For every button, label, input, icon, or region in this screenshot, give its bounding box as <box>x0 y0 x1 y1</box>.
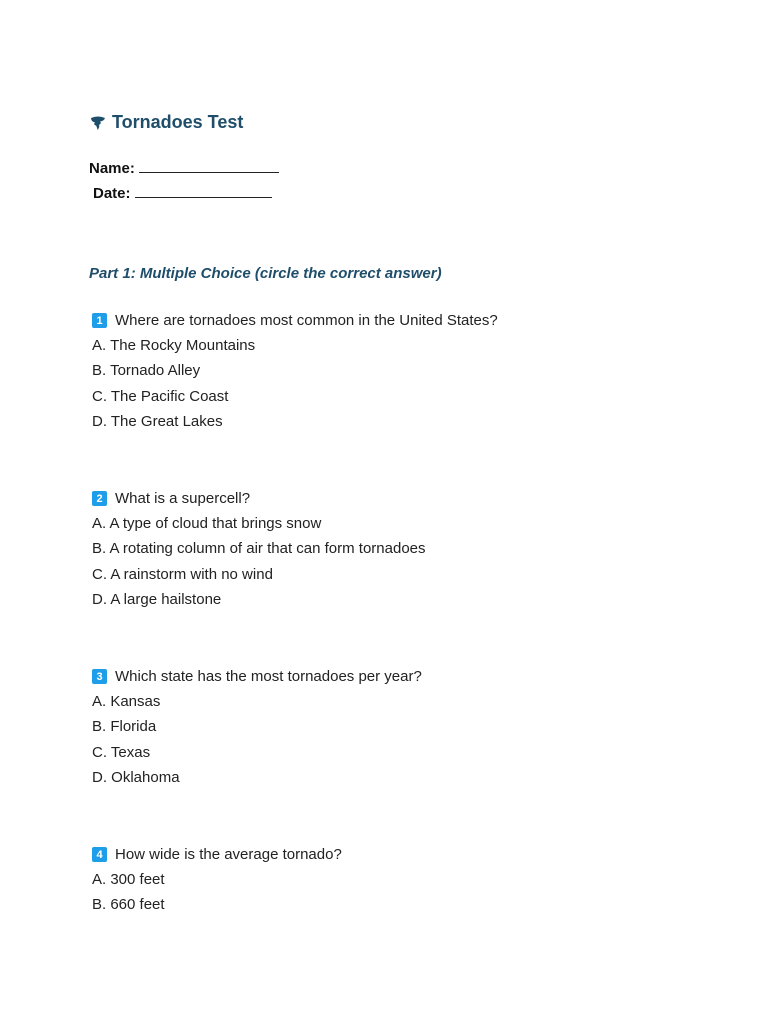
question-2 <box>92 486 426 612</box>
question-text: How wide is the average tornado? <box>115 846 342 863</box>
section-heading: Part 1: Multiple Choice (circle the correct answer) <box>89 265 442 282</box>
answer-option[interactable]: C. The Pacific Coast <box>92 387 229 405</box>
answer-option[interactable]: B. A rotating column of air that can form tornadoes <box>92 540 426 558</box>
question-line <box>92 842 342 867</box>
document-title <box>90 112 243 133</box>
answer-option[interactable]: B. Tornado Alley <box>92 362 201 380</box>
answer-option[interactable]: D. Oklahoma <box>92 768 180 786</box>
answer-option[interactable]: A. A type of cloud that brings snow <box>92 515 322 532</box>
date-field[interactable] <box>93 183 272 202</box>
question-text: What is a supercell? <box>115 490 251 507</box>
answer-option[interactable]: C. A rainstorm with no wind <box>92 565 273 583</box>
question-number-badge: 3 <box>92 669 107 684</box>
answer-option[interactable]: B. 660 feet <box>92 896 165 914</box>
name-field[interactable] <box>89 158 279 177</box>
answer-option[interactable]: A. The Rocky Mountains <box>92 337 256 354</box>
name-blank-line[interactable] <box>139 158 279 173</box>
tornado-icon <box>90 115 106 131</box>
answer-option[interactable]: A. Kansas <box>92 693 161 710</box>
answer-option[interactable]: B. Florida <box>92 718 157 736</box>
answer-option[interactable]: A. 300 feet <box>92 871 165 888</box>
date-label: Date: <box>93 185 131 202</box>
question-text: Which state has the most tornadoes per year? <box>115 668 422 685</box>
question-line <box>92 308 498 333</box>
question-text: Where are tornadoes most common in the United States? <box>115 312 498 329</box>
question-number-badge: 1 <box>92 313 107 328</box>
question-line <box>92 664 422 689</box>
question-3 <box>92 664 422 790</box>
question-4 <box>92 842 342 918</box>
answer-option[interactable]: D. The Great Lakes <box>92 412 223 430</box>
question-number-badge: 4 <box>92 847 107 862</box>
answer-option[interactable]: C. Texas <box>92 743 151 761</box>
question-1 <box>92 308 498 434</box>
question-number-badge: 2 <box>92 491 107 506</box>
question-line <box>92 486 426 511</box>
name-label: Name: <box>89 160 135 177</box>
answer-option[interactable]: D. A large hailstone <box>92 590 222 608</box>
title-text: Tornadoes Test <box>112 112 244 132</box>
date-blank-line[interactable] <box>135 183 272 198</box>
